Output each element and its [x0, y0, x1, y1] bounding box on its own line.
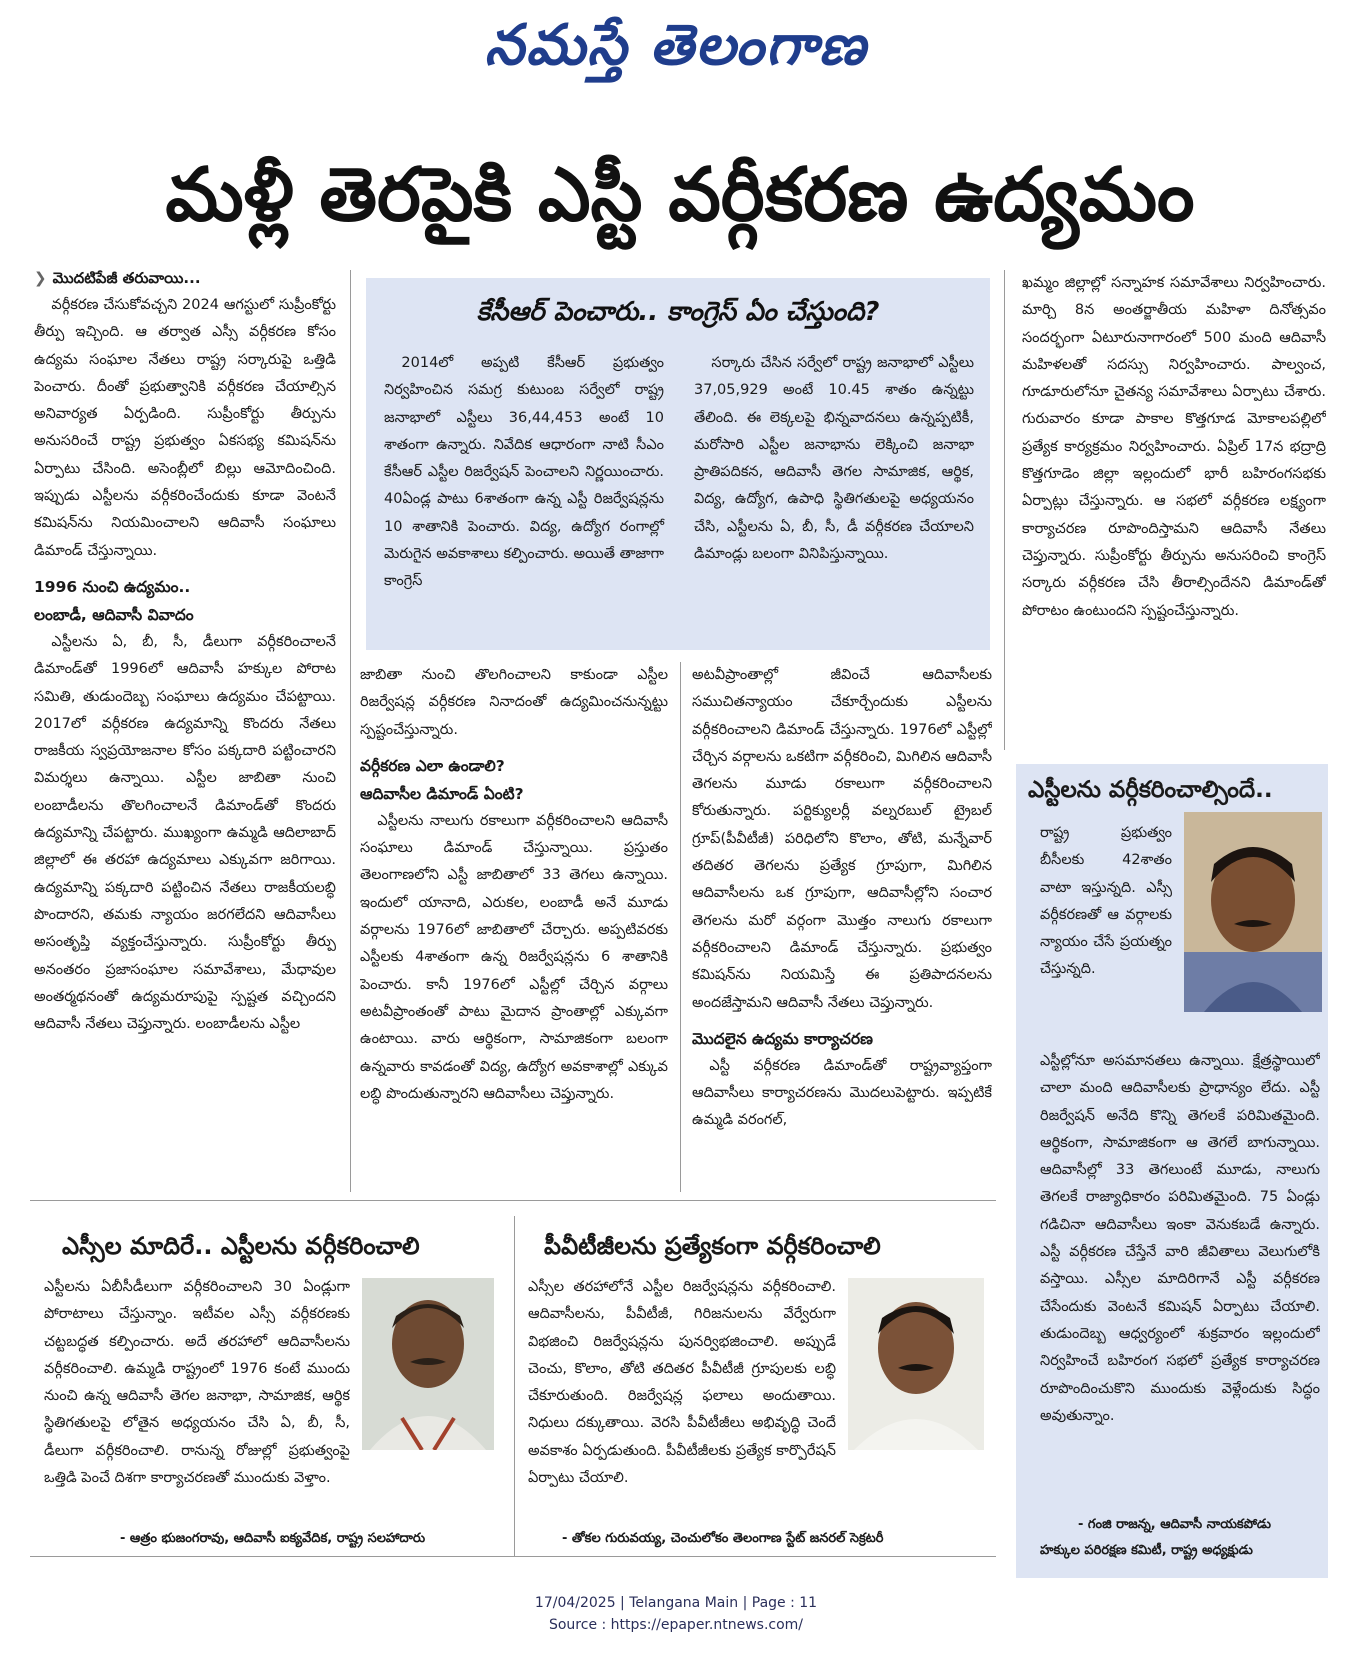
subheading: లంబాడీ, ఆదివాసీ వివాదం [34, 605, 194, 624]
subheading: ఆదివాసీల డిమాండ్ ఏంటి? [360, 784, 524, 803]
byline: - గంజి రాజన్న, ఆదివాసీ నాయకపోడు [1078, 1517, 1272, 1532]
quote-box-right [1016, 764, 1328, 1578]
continued-label: మొదటిపేజీ తరువాయి... [52, 269, 201, 287]
article-column-1 [34, 264, 336, 1192]
article-paragraph: ఎస్టీలను ఏ, బీ, సీ, డీలుగా వర్గీకరించాలనే డిమాండ్‌తో 1996లో ఆదివాసీ హక్కుల పోరాట సమితి, తుడుందెబ్బ సంఘాలు ఉద్యమం చేపట్టాయి. 2017లో వర్గీకరణ ఉద్యమాన్ని కొందరు నేతలు రాజకీయ స్వప్రయోజనాల కోసం పక్కదారి పట్టించారని విమర్శలు ఉన్నాయి. ఎస్టీల జాబితా నుంచి లంబాడీలను తొలగించాలనే డిమాండ్‌తో కొందరు ఉద్యమాన్ని చేపట్టారు. ముఖ్యంగా ఉమ్మడి ఆదిలాబాద్ జిల్లాలో ఈ తరహా ఉద్యమాలు ఎక్కువగా జరిగాయి. ఉద్యమాన్ని పక్కదారి పట్టించిన నేతలు రాజకీయలబ్ధి పొందారని, తమకు న్యాయం జరగలేదని ఆదివాసీలు అసంతృప్తి వ్యక్తంచేస్తున్నారు. సుప్రీంకోర్టు తీర్పు అనంతరం ప్రజాసంఘాల సమావేశాలు, మేధావుల అంతర్మథనంతో ఉద్యమరూపుపై స్పష్టత వచ్చిందని ఆదివాసీ నేతలు చెప్తున్నారు. లంబాడీలను ఎస్టీల [34, 633, 336, 1033]
article-paragraph: ఎస్టీ వర్గీకరణ డిమాండ్‌తో రాష్ట్రవ్యాప్తంగా ఆదివాసీలు కార్యాచరణను మొదలుపెట్టారు. ఇప్పటికే ఉమ్మడి వరంగల్, [692, 1057, 992, 1129]
subheading: వర్గీకరణ ఎలా ఉండాలి? [360, 756, 505, 775]
byline: హక్కుల పరిరక్షణ కమిటీ, రాష్ట్ర అధ్యక్షుడు [1040, 1543, 1253, 1558]
person-photo [1184, 812, 1322, 1012]
footer-date-line: 17/04/2025 | Telangana Main | Page : 11 [534, 1595, 818, 1611]
article-paragraph: ఖమ్మం జిల్లాల్లో సన్నాహక సమావేశాలు నిర్వహించారు. మార్చి 8న అంతర్జాతీయ మహిళా దినోత్సవం సందర్భంగా ఏటూరునాగారంలో 500 మంది ఆదివాసీ మహిళలతో సదస్సు నిర్వహించారు. పాల్వంచ, గూడూరులోనూ చైతన్య సమావేశాలు ఏర్పాటు చేశారు. గురువారం కూడా పాకాల కొత్తగూడ మోకాలపల్లిలో ప్రత్యేక కార్యక్రమం నిర్వహించారు. ఏప్రిల్ 17న భద్రాద్రి కొత్తగూడెం జిల్లా ఇల్లందులో భారీ బహిరంగసభకు ఏర్పాట్లు చేస్తున్నారు. ఆ సభలో వర్గీకరణ లక్ష్యంగా కార్యాచరణ రూపొందిస్తామని ఆదివాసీ నేతలు చెప్తున్నారు. సుప్రీంకోర్టు తీర్పును అనుసరించి కాంగ్రెస్ సర్కారు వర్గీకరణ చేసి తీరాల్సిందేనని డిమాండ్‌తో పోరాటం ఉంటుందని స్పష్టంచేస్తున్నారు. [1022, 275, 1326, 619]
info-box [366, 278, 990, 650]
article-column-4 [1022, 270, 1326, 746]
quote-title: ఎస్సీల మాదిరే.. ఎస్టీలను వర్గీకరించాలి [62, 1232, 420, 1260]
info-box-title: కేసీఆర్ పెంచారు.. కాంగ్రెస్ ఏం చేస్తుంది? [476, 297, 880, 327]
column-divider [1004, 270, 1005, 750]
info-box-column-right [694, 350, 974, 568]
chevron-right-icon: ❯ [34, 269, 47, 287]
quote-text: రాష్ట్ర ప్రభుత్వం బీసీలకు 42శాతం వాటా ఇస్తున్నది. ఎస్సీ వర్గీకరణతో ఆ వర్గాలకు న్యాయం చేసే ప్రయత్నం చేస్తున్నది. [1040, 825, 1172, 978]
continued-marker [34, 264, 336, 292]
byline: - ఆత్రం భుజంగరావు, ఆదివాసీ ఐక్యవేదిక, రాష్ట్ర సలహాదారు [120, 1531, 426, 1546]
quote-text: ఎస్సీల తరహాలోనే ఎస్టీల రిజర్వేషన్లను వర్గీకరించాలి. ఆదివాసీలను, పీవీటీజీ, గిరిజనులను వేర్వేరుగా విభజించి రిజర్వేషన్లను పునర్విభజించాలి. అప్పుడే చెంచు, కొలాం, తోటి తదితర పీవీటీజీ గ్రూపులకు లబ్ధి చేకూరుతుంది. రిజర్వేషన్ల ఫలాలు అందుతాయి. నిధులు దక్కుతాయి. వెరసి పీవీటీజీలు అభివృద్ధి చెందే అవకాశం ఏర్పడుతుంది. పీవీటీజీలకు ప్రత్యేక కార్పొరేషన్ ఏర్పాటు చేయాలి. [528, 1279, 836, 1487]
info-box-column-left [384, 350, 664, 596]
footer-source-line: Source : https://epaper.ntnews.com/ [548, 1617, 804, 1633]
headline: మళ్లీ తెరపైకి ఎస్టీ వర్గీకరణ ఉద్యమం [165, 152, 1195, 238]
article-paragraph: ఎస్టీలను నాలుగు రకాలుగా వర్గీకరించాలని ఆదివాసీ సంఘాలు డిమాండ్ చేస్తున్నాయి. ప్రస్తుతం తెలంగాణలోని ఎస్టీ జాబితాలో 33 తెగలు ఉన్నాయి. ఇందులో యానాది, ఎరుకల, లంబాడీ అనే మూడు వర్గాలను 1976లో జాబితాలో చేర్చారు. అప్పటివరకు ఎస్టీలకు 4శాతంగా ఉన్న రిజర్వేషన్లను 6 శాతానికి పెంచారు. కానీ 1976లో ఎస్టీల్లో చేర్చిన వర్గాలు అటవీప్రాంతంతో పాటు మైదాన ప్రాంతాల్లో ఎక్కువగా ఉంటాయి. వారు ఆర్థికంగా, సామాజికంగా బలంగా ఉన్నవారు కావడంతో విద్య, ఉద్యోగ అవకాశాల్లో ఎక్కువ లబ్ధి పొందుతున్నారని ఆదివాసీలు చెప్తున్నారు. [360, 812, 668, 1102]
article-paragraph: వర్గీకరణ చేసుకోవచ్చని 2024 ఆగస్టులో సుప్రీంకోర్టు తీర్పు ఇచ్చింది. ఆ తర్వాత ఎస్సీ వర్గీకరణ కోసం ఉద్యమ సంఘాల నేతలు రాష్ట్ర సర్కారుపై ఒత్తిడి పెంచారు. దీంతో ప్రభుత్వానికి వర్గీకరణ చేయాల్సిన అనివార్యత ఏర్పడింది. సుప్రీంకోర్టు తీర్పును అనుసరించే రాష్ట్ర ప్రభుత్వం ఏకసభ్య కమిషన్‌ను ఏర్పాటు చేసింది. అసెంబ్లీలో బిల్లు ఆమోదించింది. ఇప్పుడు ఎస్టీలను వర్గీకరించేందుకు కూడా వెంటనే కమిషన్‌ను నియమించాలని ఆదివాసీ సంఘాలు డిమాండ్ చేస్తున్నాయి. [34, 297, 336, 559]
article-paragraph: జాబితా నుంచి తొలగించాలని కాకుండా ఎస్టీల రిజర్వేషన్ల వర్గీకరణ నినాదంతో ఉద్యమించనున్నట్టు స్పష్టంచేస్తున్నారు. [360, 667, 668, 738]
byline: - తోకల గురువయ్య, చెంచులోకం తెలంగాణ స్టేట్ జనరల్ సెక్రటరీ [562, 1531, 884, 1546]
info-box-paragraph: 2014లో అప్పటి కేసీఆర్ ప్రభుత్వం నిర్వహించిన సమగ్ర కుటుంబ సర్వేలో రాష్ట్ర జనాభాలో ఎస్టీలు 36,44,453 అంటే 10 శాతంగా ఉన్నారు. నివేదిక ఆధారంగా నాటి సీఎం కేసీఆర్ ఎస్టీల రిజర్వేషన్ పెంచాలని నిర్ణయించారు. 40ఏండ్ల పాటు 6శాతంగా ఉన్న ఎస్టీ రిజర్వేషన్లను 10 శాతానికి పెంచారు. విద్య, ఉద్యోగ రంగాల్లో మెరుగైన అవకాశాలు కల్పించారు. అయితే తాజాగా కాంగ్రెస్ [384, 355, 664, 590]
column-divider [514, 1216, 515, 1556]
article-column-2 [360, 662, 668, 1192]
person-photo [362, 1278, 494, 1450]
quote-text: ఎస్టీలను ఏబీసీడీలుగా వర్గీకరించాలని 30 ఏండ్లుగా పోరాటాలు చేస్తున్నాం. ఇటీవల ఎస్సీ వర్గీకరణకు చట్టబద్ధత కల్పించారు. అదే తరహాలో ఆదివాసీలను వర్గీకరించాలి. ఉమ్మడి రాష్ట్రంలో 1976 కంటే ముందు నుంచి ఉన్న ఆదివాసీ తెగల జనాభా, సామాజిక, ఆర్థిక స్థితిగతులపై లోతైన అధ్యయనం చేసి ఏ, బీ, సీ, డీలుగా వర్గీకరించాలి. రానున్న రోజుల్లో ప్రభుత్వంపై ఒత్తిడి పెంచే దిశగా కార్యాచరణతో ముందుకు వెళ్తాం. [44, 1279, 350, 1487]
section-divider [30, 1556, 996, 1557]
subheading: 1996 నుంచి ఉద్యమం.. [34, 577, 191, 596]
article-column-3 [692, 662, 992, 1192]
person-photo [848, 1278, 984, 1450]
article-paragraph: అటవీప్రాంతాల్లో జీవించే ఆదివాసీలకు సముచితన్యాయం చేకూర్చేందుకు ఎస్టీలను వర్గీకరించాలని డిమాండ్ చేస్తున్నారు. 1976లో ఎస్టీల్లో చేర్చిన వర్గాలను ఒకటిగా వర్గీకరించి, మిగిలిన ఆదివాసీ తెగలను మూడు రకాలుగా వర్గీకరించాలని కోరుతున్నారు. పర్టిక్యులర్లీ వల్నరబుల్ ట్రైబల్ గ్రూప్(పీవీటీజీ) పరిధిలోని కొలాం, తోటి, మన్నేవార్ తదితర తెగలను ప్రత్యేక గ్రూపుగా, మిగిలిన ఆదివాసీలను ఒక గ్రూపుగా, ఆదివాసీల్లోని సంచార తెగలను మరో వర్గంగా మొత్తం నాలుగు రకాలుగా వర్గీకరించాలని డిమాండ్ చేస్తున్నారు. ప్రభుత్వం కమిషన్‌ను నియమిస్తే ఈ ప్రతిపాదనలను అందజేస్తామని ఆదివాసీ నేతలు చెప్తున్నారు. [692, 667, 992, 1011]
quote-title: పీవీటీజీలను ప్రత్యేకంగా వర్గీకరించాలి [544, 1232, 881, 1260]
quote-title: ఎస్టీలను వర్గీకరించాల్సిందే.. [1028, 777, 1273, 803]
quote-text: ఎస్టీల్లోనూ అసమానతలు ఉన్నాయి. క్షేత్రస్థాయిలో చాలా మంది ఆదివాసీలకు ప్రాధాన్యం లేదు. ఎస్టీ రిజర్వేషన్ అనేది కొన్ని తెగలకే పరిమితమైంది. ఆర్థికంగా, సామాజికంగా ఆ తెగలే బాగున్నాయి. ఆదివాసీల్లో 33 తెగలుంటే మూడు, నాలుగు తెగలకే రాజ్యాధికారం పరిమితమైంది. 75 ఏండ్లు గడిచినా ఆదివాసీలు ఇంకా వెనుకబడే ఉన్నారు. ఎస్టీ వర్గీకరణ చేస్తేనే వారి జీవితాలు వెలుగులోకి వస్తాయి. ఎస్సీల మాదిరిగానే ఎస్టీ వర్గీకరణ చేసేందుకు వెంటనే కమిషన్ ఏర్పాటు చేయాలి. తుడుందెబ్బ ఆధ్వర్యంలో శుక్రవారం ఇల్లందులో నిర్వహించే బహిరంగ సభలో ప్రత్యేక కార్యాచరణ రూపొందించుకొని ముందుకు వెళ్లేందుకు సిద్ధం అవుతున్నాం. [1040, 1053, 1320, 1424]
masthead-logo: నమస్తే తెలంగాణ [484, 12, 868, 78]
subheading: మొదలైన ఉద్యమ కార్యాచరణ [692, 1029, 873, 1048]
column-divider [350, 270, 351, 1192]
section-divider [30, 1200, 996, 1201]
column-divider [680, 662, 681, 1192]
info-box-paragraph: సర్కారు చేసిన సర్వేలో రాష్ట్ర జనాభాలో ఎస్టీలు 37,05,929 అంటే 10.45 శాతం ఉన్నట్టు తేలింది. ఈ లెక్కలపై భిన్నవాదనలు ఉన్నప్పటికీ, మరోసారి ఎస్టీల జనాభాను లెక్కించి జనాభా ప్రాతిపదికన, ఆదివాసీ తెగల సామాజిక, ఆర్థిక, విద్య, ఉద్యోగ, ఉపాధి స్థితిగతులపై అధ్యయనం చేసి, ఎస్టీలను ఏ, బీ, సీ, డీ వర్గీకరణ చేయాలని డిమాండ్లు బలంగా వినిపిస్తున్నాయి. [694, 355, 974, 563]
